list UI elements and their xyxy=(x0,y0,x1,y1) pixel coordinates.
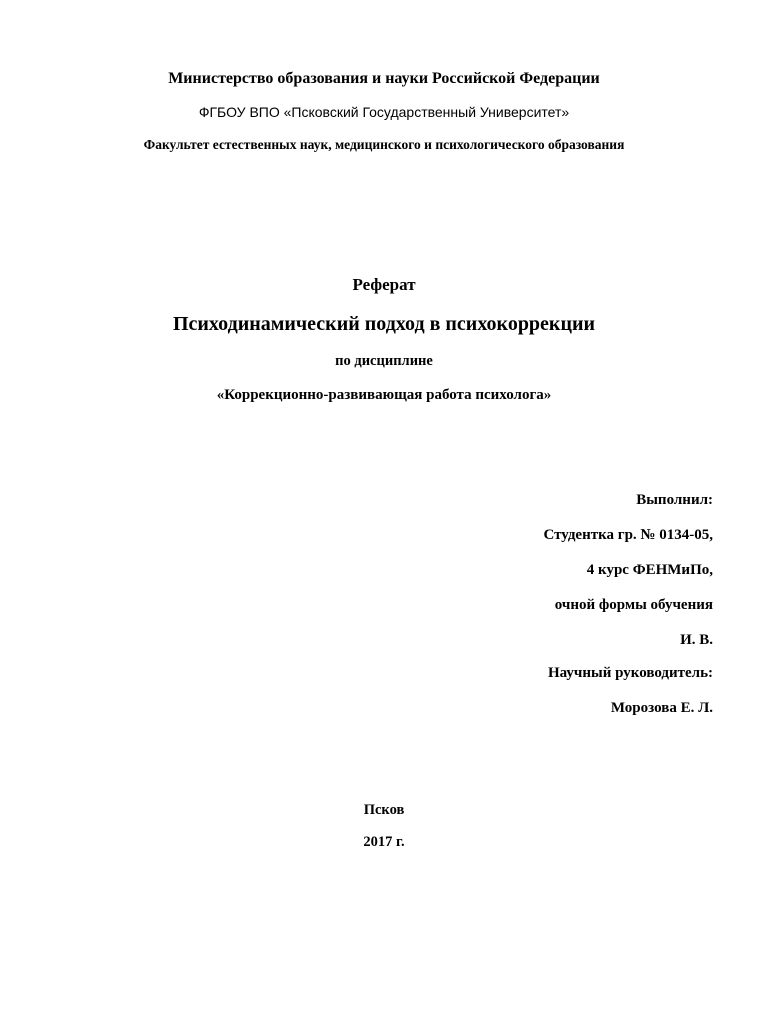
discipline-label: по дисциплине xyxy=(335,353,433,369)
advisor-label: Научный руководитель: xyxy=(548,665,713,681)
city: Псков xyxy=(363,802,405,818)
faculty-name: Факультет естественных наук, медицинского и психологического образования xyxy=(143,137,625,152)
study-form: очной формы обучения xyxy=(554,597,713,613)
discipline-name: «Коррекционно-развивающая работа психолога» xyxy=(216,387,552,403)
completed-by-label: Выполнил: xyxy=(636,492,713,508)
advisor-name: Морозова Е. Л. xyxy=(610,700,713,716)
student-initials: И. В. xyxy=(680,632,713,648)
ministry-heading: Министерство образования и науки Российской Федерации xyxy=(168,70,600,87)
university-name: ФГБОУ ВПО «Псковский Государственный Университет» xyxy=(198,104,570,120)
document-title: Психодинамический подход в психокоррекции xyxy=(172,313,596,335)
student-group: Студентка гр. № 0134-05, xyxy=(543,527,713,543)
year: 2017 г. xyxy=(363,834,405,850)
document-type: Реферат xyxy=(352,275,416,294)
student-course: 4 курс ФЕНМиПо, xyxy=(586,562,713,578)
